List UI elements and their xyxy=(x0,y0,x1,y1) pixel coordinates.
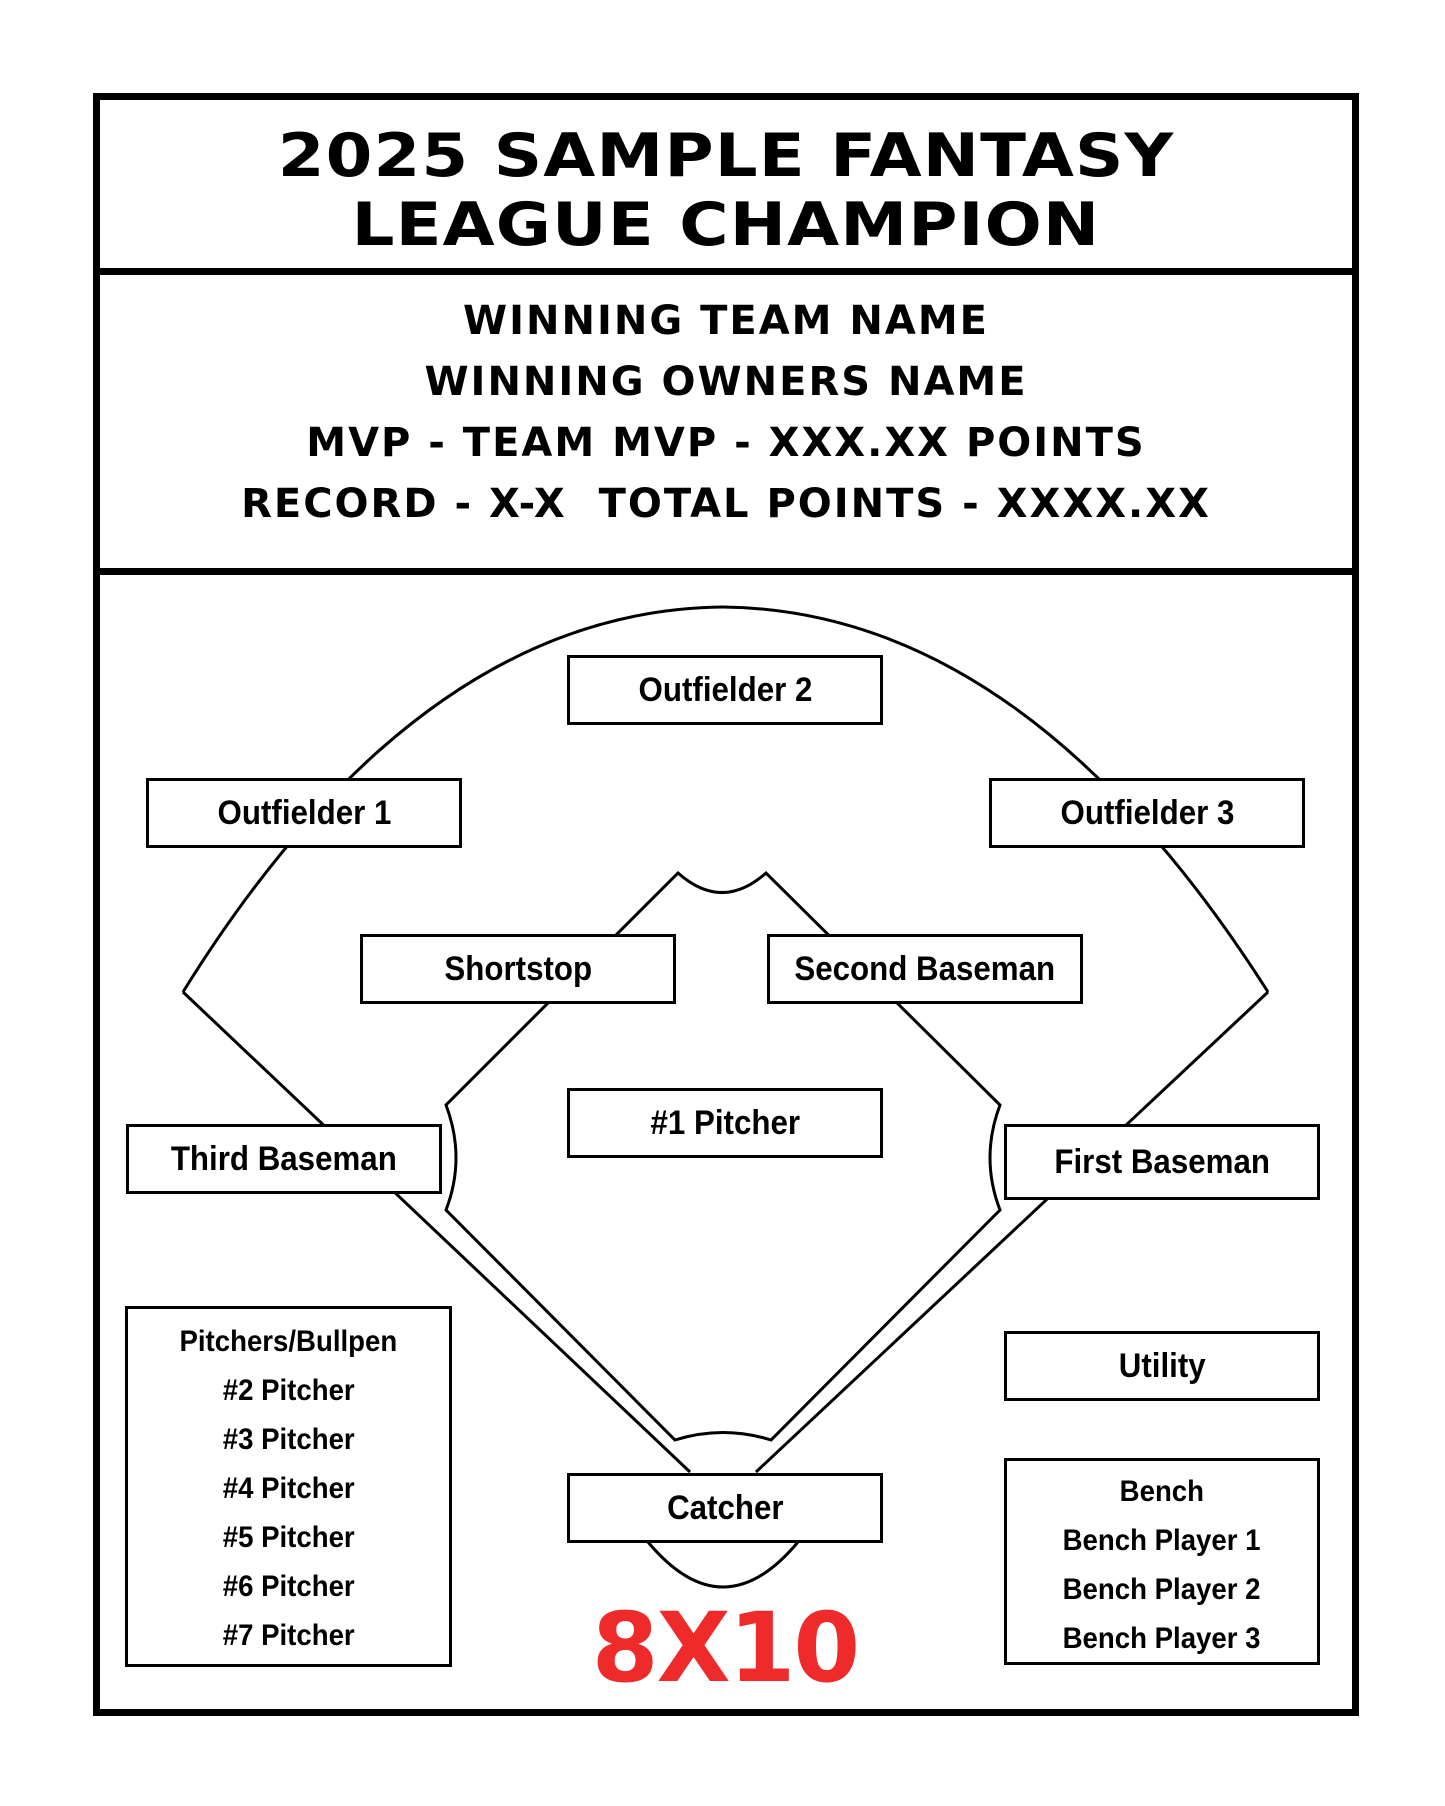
bullpen-list xyxy=(125,1306,452,1667)
owner-name: WINNING OWNERS NAME xyxy=(424,359,1028,405)
list-item: #3 Pitcher xyxy=(222,1423,355,1456)
position-shortstop xyxy=(360,934,676,1004)
bullpen-title: Pitchers/Bullpen xyxy=(179,1325,398,1358)
position-outfielder-3 xyxy=(989,778,1305,848)
bench-title: Bench xyxy=(1119,1475,1205,1508)
position-label: Outfielder 2 xyxy=(638,670,812,709)
list-item: #2 Pitcher xyxy=(222,1374,355,1407)
position-label: #1 Pitcher xyxy=(650,1103,800,1142)
team-name: WINNING TEAM NAME xyxy=(463,298,989,344)
position-outfielder-1 xyxy=(146,778,462,848)
position-label: Catcher xyxy=(666,1488,784,1527)
position-utility xyxy=(1004,1331,1320,1401)
position-pitcher-1 xyxy=(567,1088,883,1158)
position-first-baseman xyxy=(1004,1124,1320,1200)
position-label: Third Baseman xyxy=(171,1139,397,1178)
list-item: #4 Pitcher xyxy=(222,1472,355,1505)
position-label: Outfielder 1 xyxy=(217,793,391,832)
position-outfielder-2 xyxy=(567,655,883,725)
list-item: Bench Player 3 xyxy=(1063,1622,1261,1655)
list-item: #7 Pitcher xyxy=(222,1619,355,1652)
list-item: Bench Player 2 xyxy=(1063,1573,1261,1606)
title-line-1: 2025 SAMPLE FANTASY xyxy=(277,121,1175,191)
list-item: #5 Pitcher xyxy=(222,1521,355,1554)
list-item: #6 Pitcher xyxy=(222,1570,355,1603)
champion-info-section xyxy=(100,275,1352,575)
title-section xyxy=(100,100,1352,275)
mvp-line: MVP - TEAM MVP - XXX.XX POINTS xyxy=(306,420,1146,466)
bench-list xyxy=(1004,1458,1320,1665)
position-third-baseman xyxy=(126,1124,442,1194)
position-label: Shortstop xyxy=(444,949,592,988)
record-line: RECORD - X-X TOTAL POINTS - XXXX.XX xyxy=(241,481,1211,527)
position-catcher xyxy=(567,1473,883,1543)
position-label: Utility xyxy=(1118,1346,1206,1385)
position-label: Second Baseman xyxy=(794,949,1056,988)
size-label: 8X10 xyxy=(591,1592,859,1704)
title-line-2: LEAGUE CHAMPION xyxy=(351,190,1101,260)
position-label: Outfielder 3 xyxy=(1060,793,1234,832)
position-second-baseman xyxy=(767,934,1083,1004)
list-item: Bench Player 1 xyxy=(1063,1524,1261,1557)
position-label: First Baseman xyxy=(1054,1142,1270,1181)
